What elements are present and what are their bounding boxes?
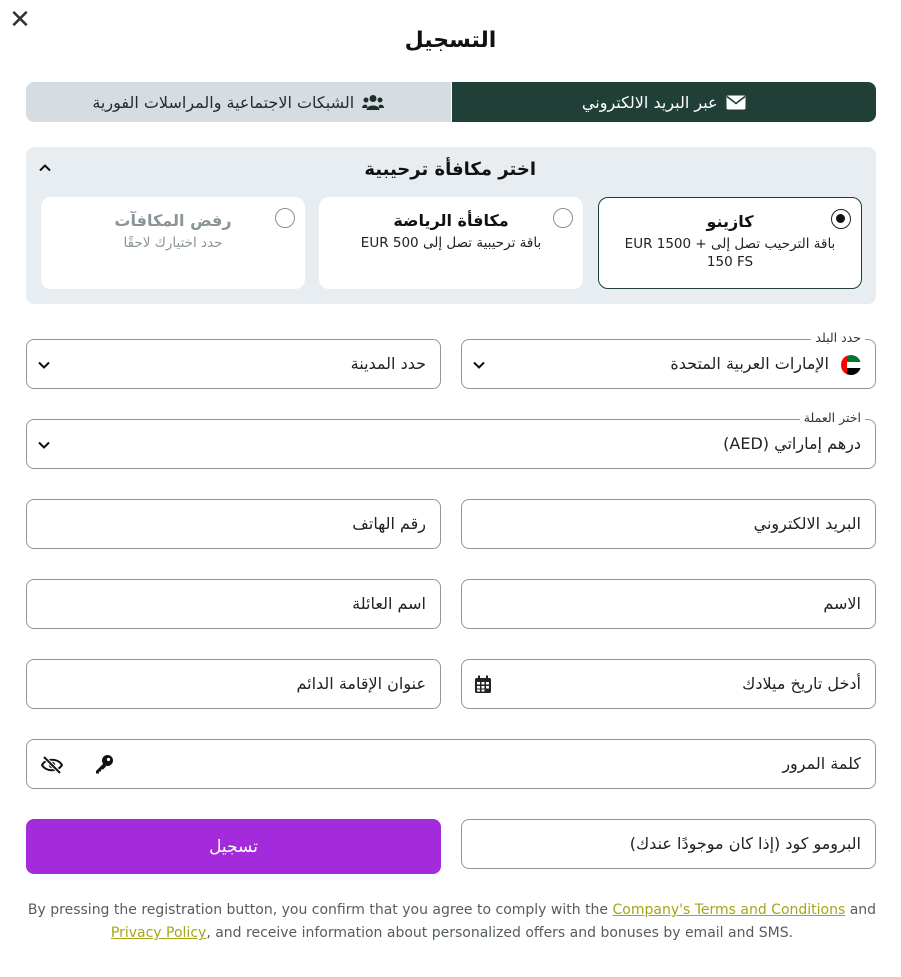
- currency-value: درهم إماراتي (AED): [723, 434, 861, 453]
- chevron-down-icon: [37, 358, 51, 372]
- key-icon[interactable]: [93, 753, 115, 775]
- bonus-card-decline[interactable]: [41, 197, 305, 289]
- country-value: الإمارات العربية المتحدة: [670, 354, 829, 373]
- bonus-card-casino[interactable]: [598, 197, 862, 289]
- birthdate-field[interactable]: [461, 659, 876, 709]
- password-field[interactable]: [26, 739, 876, 789]
- bonus-heading: اختر مكافأة ترحيبية: [364, 159, 536, 180]
- currency-label: اختر العملة: [800, 410, 865, 425]
- last-name-placeholder: اسم العائلة: [352, 594, 426, 613]
- bonus-card-sports[interactable]: [319, 197, 583, 289]
- bonus-card-subtitle: حدد اختيارك لاحقًا: [123, 235, 223, 251]
- register-button-label: تسجيل: [209, 836, 258, 857]
- birthdate-placeholder: أدخل تاريخ ميلادك: [742, 674, 861, 693]
- first-name-field[interactable]: [461, 579, 876, 629]
- tab-social-networks[interactable]: [26, 82, 452, 122]
- phone-placeholder: رقم الهاتف: [352, 514, 426, 533]
- envelope-icon: [726, 95, 746, 110]
- bonus-card-subtitle: باقة ترحيبية تصل إلى EUR 500: [360, 235, 542, 251]
- radio-sports[interactable]: [553, 208, 573, 228]
- email-field[interactable]: [461, 499, 876, 549]
- chevron-down-icon: [472, 358, 486, 372]
- bonus-card-title: مكافأة الرياضة: [393, 211, 509, 230]
- last-name-field[interactable]: [26, 579, 441, 629]
- radio-decline[interactable]: [275, 208, 295, 228]
- legal-notice: [22, 899, 882, 945]
- promo-placeholder: البرومو كود (إذا كان موجودًا عندك): [629, 834, 861, 853]
- tab-email-label: عبر البريد الالكتروني: [581, 92, 718, 112]
- bonus-card-subtitle: باقة الترحيب تصل إلى EUR 1500 + 150 FS: [624, 236, 836, 270]
- legal-text-after: , and receive information about personalized offers and bonuses by email and SMS.: [206, 925, 794, 941]
- calendar-icon[interactable]: [474, 675, 492, 694]
- welcome-bonus-panel: [26, 147, 876, 304]
- address-placeholder: عنوان الإقامة الدائم: [296, 674, 426, 693]
- city-select[interactable]: [26, 339, 441, 389]
- register-button[interactable]: [26, 819, 441, 874]
- registration-method-tabs: [26, 82, 876, 122]
- eye-slash-icon[interactable]: [41, 754, 63, 776]
- chevron-down-icon: [37, 438, 51, 452]
- chevron-up-icon[interactable]: [38, 161, 52, 175]
- phone-field[interactable]: [26, 499, 441, 549]
- privacy-policy-link[interactable]: Privacy Policy: [110, 925, 207, 941]
- bonus-card-title: كازينو: [706, 212, 754, 231]
- bonus-card-title: رفض المكافآت: [114, 211, 232, 230]
- first-name-placeholder: الاسم: [823, 594, 861, 613]
- email-placeholder: البريد الالكتروني: [753, 514, 861, 533]
- page-title: التسجيل: [404, 28, 497, 53]
- currency-select[interactable]: [26, 410, 876, 469]
- close-icon[interactable]: ✕: [9, 5, 31, 35]
- users-icon: [362, 94, 384, 110]
- promo-code-field[interactable]: [461, 819, 876, 869]
- tab-social-label: الشبكات الاجتماعية والمراسلات الفورية: [92, 92, 355, 112]
- legal-text-before: By pressing the registration button, you confirm that you agree to comply with the: [27, 902, 613, 918]
- terms-link[interactable]: Company's Terms and Conditions: [612, 902, 846, 918]
- legal-text-and: and: [845, 902, 877, 918]
- uae-flag-icon: [841, 355, 861, 375]
- country-label: حدد البلد: [811, 330, 865, 345]
- tab-email[interactable]: [452, 82, 877, 122]
- radio-casino[interactable]: [831, 209, 851, 229]
- country-select[interactable]: [461, 330, 876, 389]
- city-placeholder: حدد المدينة: [350, 354, 426, 373]
- address-field[interactable]: [26, 659, 441, 709]
- password-placeholder: كلمة المرور: [782, 754, 861, 773]
